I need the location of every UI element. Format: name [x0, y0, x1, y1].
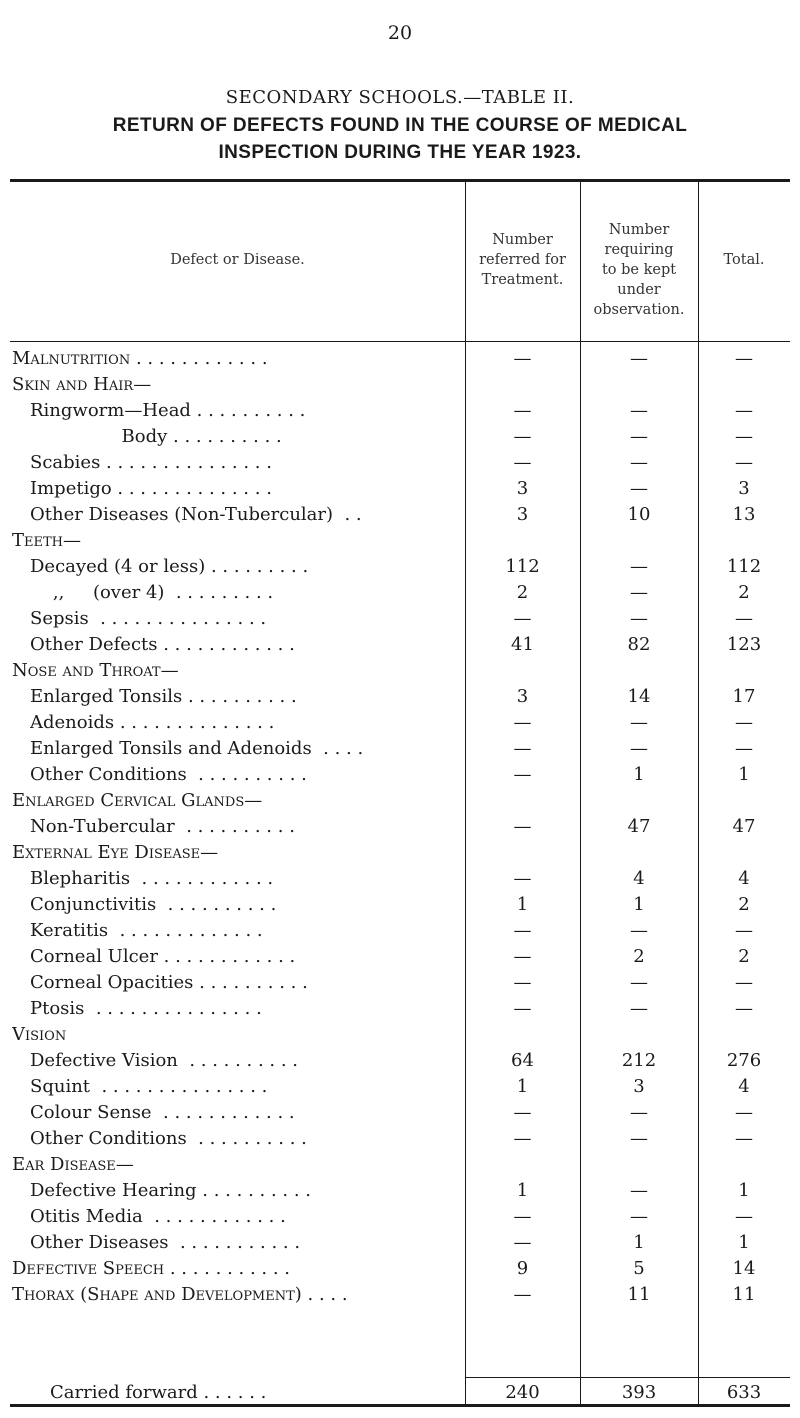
- cell-observation: —: [630, 998, 648, 1019]
- cell-referred: —: [513, 1206, 532, 1227]
- header-defect: Defect or Disease.: [170, 252, 305, 268]
- cell-referred: —: [513, 1232, 532, 1253]
- category-row: [0, 372, 800, 398]
- cell-total: —: [735, 972, 753, 993]
- table-row: [0, 684, 800, 710]
- cell-observation: —: [630, 1180, 648, 1201]
- cell-referred: —: [513, 816, 532, 837]
- carried-forward-row: [0, 1380, 800, 1406]
- page-number: 20: [387, 22, 413, 44]
- cell-referred: —: [513, 1284, 532, 1305]
- row-label: Defective Vision . . . . . . . . . .: [30, 1050, 299, 1071]
- cell-observation: —: [630, 400, 648, 421]
- row-label: Nose and Throat—: [12, 660, 179, 681]
- cell-observation: 10: [627, 504, 651, 525]
- category-row: [0, 658, 800, 684]
- header-referred: [465, 230, 580, 290]
- cell-total: —: [735, 400, 753, 421]
- table-row: [0, 762, 800, 788]
- row-label: Corneal Ulcer . . . . . . . . . . . .: [30, 946, 296, 967]
- header-observation-line: Number: [608, 222, 670, 238]
- table-row: [0, 1100, 800, 1126]
- table-row: [0, 918, 800, 944]
- cell-total: —: [735, 1102, 753, 1123]
- table-title-line-2: INSPECTION DURING THE YEAR 1923.: [218, 142, 582, 163]
- cell-referred: —: [513, 426, 532, 447]
- cell-observation: 1: [633, 1232, 645, 1253]
- cell-total: —: [735, 738, 753, 759]
- cell-observation: —: [630, 582, 648, 603]
- cell-total: 2: [738, 946, 750, 967]
- cell-referred: —: [513, 1102, 532, 1123]
- header-observation-line: observation.: [593, 302, 685, 318]
- table-row: [0, 1178, 800, 1204]
- cell-observation: 1: [633, 764, 645, 785]
- cell-observation: 14: [627, 686, 651, 707]
- category-row: [0, 1152, 800, 1178]
- row-label: Ringworm—Head . . . . . . . . . .: [30, 400, 306, 421]
- row-label: Colour Sense . . . . . . . . . . . .: [30, 1102, 295, 1123]
- cell-total: 17: [732, 686, 756, 707]
- carried-forward-label: Carried forward . . . . . .: [50, 1382, 267, 1403]
- category-row: [0, 528, 800, 554]
- cell-observation: 47: [627, 816, 651, 837]
- table-row: [0, 450, 800, 476]
- table-row: [0, 1074, 800, 1100]
- cell-total: 47: [732, 816, 756, 837]
- table-row: [0, 710, 800, 736]
- cell-referred: 64: [511, 1050, 534, 1071]
- cell-total: 4: [738, 868, 750, 889]
- table-row: [0, 1048, 800, 1074]
- row-label: Defective Hearing . . . . . . . . . .: [30, 1180, 312, 1201]
- cell-total: —: [735, 348, 753, 369]
- header-observation: [580, 220, 698, 320]
- cell-referred: —: [513, 1128, 532, 1149]
- row-label: Other Diseases . . . . . . . . . . .: [30, 1232, 301, 1253]
- cell-observation: —: [630, 1102, 648, 1123]
- table-row: [0, 944, 800, 970]
- cell-total: —: [735, 998, 753, 1019]
- table-row: [0, 1230, 800, 1256]
- row-label: Conjunctivitis . . . . . . . . . .: [30, 894, 277, 915]
- cell-total: 123: [726, 634, 762, 655]
- cell-referred: —: [513, 764, 532, 785]
- cell-referred: 9: [516, 1258, 529, 1279]
- cell-total: —: [735, 426, 753, 447]
- row-label: Other Defects . . . . . . . . . . . .: [30, 634, 295, 655]
- cell-observation: 4: [633, 868, 645, 889]
- table-row: [0, 892, 800, 918]
- row-label: Other Conditions . . . . . . . . . .: [30, 1128, 307, 1149]
- row-label: Body . . . . . . . . . .: [30, 426, 282, 447]
- cell-observation: —: [630, 972, 648, 993]
- cell-referred: 1: [516, 1180, 529, 1201]
- row-label: Adenoids . . . . . . . . . . . . . .: [30, 712, 275, 733]
- cell-total: 14: [732, 1258, 756, 1279]
- cell-total: 2: [738, 894, 750, 915]
- row-label: Corneal Opacities . . . . . . . . . .: [30, 972, 308, 993]
- cell-total: —: [735, 920, 753, 941]
- table-row: [0, 424, 800, 450]
- header-total: Total.: [723, 252, 765, 268]
- cell-total: —: [735, 608, 753, 629]
- cell-observation: —: [630, 556, 648, 577]
- table-top-rule: [10, 179, 790, 182]
- cell-observation: —: [630, 1206, 648, 1227]
- category-row: [0, 1256, 800, 1282]
- header-rule: [10, 341, 790, 342]
- cell-observation: —: [630, 426, 648, 447]
- row-label: Scabies . . . . . . . . . . . . . . .: [30, 452, 272, 473]
- cell-observation: —: [630, 348, 648, 369]
- cell-referred: 3: [516, 686, 529, 707]
- table-row: [0, 632, 800, 658]
- cell-total: 1: [738, 1232, 750, 1253]
- category-row: [0, 840, 800, 866]
- row-label: External Eye Disease—: [12, 842, 219, 863]
- cell-referred: —: [513, 608, 532, 629]
- cell-referred: 1: [516, 1076, 529, 1097]
- cell-referred: 3: [516, 504, 529, 525]
- table-row: [0, 606, 800, 632]
- row-label: Blepharitis . . . . . . . . . . . .: [30, 868, 274, 889]
- table-row: [0, 970, 800, 996]
- cell-observation: 1: [633, 894, 645, 915]
- cell-referred: —: [513, 920, 532, 941]
- row-label: Impetigo . . . . . . . . . . . . . .: [30, 478, 272, 499]
- cell-referred: —: [513, 946, 532, 967]
- row-label: Ear Disease—: [12, 1154, 134, 1175]
- cell-observation: —: [630, 738, 648, 759]
- table-row: [0, 1126, 800, 1152]
- row-label: Vision: [12, 1024, 67, 1045]
- header-observation-line: under: [617, 282, 661, 298]
- row-label: Defective Speech . . . . . . . . . . .: [12, 1258, 291, 1279]
- cell-observation: —: [630, 712, 648, 733]
- row-label: Malnutrition . . . . . . . . . . . .: [12, 348, 268, 369]
- cell-referred: —: [513, 712, 532, 733]
- cell-referred: 41: [511, 634, 534, 655]
- table-title-line-1: RETURN OF DEFECTS FOUND IN THE COURSE OF MEDICAL: [112, 115, 688, 136]
- table-row: [0, 1204, 800, 1230]
- table-subtitle: SECONDARY SCHOOLS.—TABLE II.: [225, 87, 575, 108]
- table-row: [0, 398, 800, 424]
- cell-observation: 11: [627, 1284, 651, 1305]
- row-label: Keratitis . . . . . . . . . . . . .: [30, 920, 263, 941]
- row-label: Otitis Media . . . . . . . . . . . .: [30, 1206, 286, 1227]
- header-observation-line: to be kept: [601, 262, 677, 278]
- cell-observation: —: [630, 920, 648, 941]
- cell-total: —: [735, 1206, 753, 1227]
- cell-referred: 1: [516, 894, 529, 915]
- header-referred-line: referred for: [479, 252, 566, 268]
- row-label: Enlarged Cervical Glands—: [12, 790, 263, 811]
- category-row: [0, 788, 800, 814]
- row-label: Other Diseases (Non-Tubercular) . .: [30, 504, 362, 525]
- row-label: Non-Tubercular . . . . . . . . . .: [30, 816, 295, 837]
- table-row: [0, 554, 800, 580]
- row-label: Other Conditions . . . . . . . . . .: [30, 764, 307, 785]
- table-row: [0, 502, 800, 528]
- cell-referred: 112: [505, 556, 540, 577]
- cell-observation: —: [630, 608, 648, 629]
- row-label: Thorax (Shape and Development) . . . .: [12, 1284, 348, 1305]
- cell-total: —: [735, 712, 753, 733]
- row-label: Enlarged Tonsils . . . . . . . . . .: [30, 686, 297, 707]
- cell-total: 11: [732, 1284, 756, 1305]
- header-referred-line: Number: [492, 232, 553, 248]
- cell-total: 1: [738, 1180, 750, 1201]
- category-row: [0, 1282, 800, 1308]
- cell-referred: —: [513, 972, 532, 993]
- cell-observation: —: [630, 478, 648, 499]
- cell-total: 3: [738, 478, 750, 499]
- cell-referred: —: [513, 400, 532, 421]
- cell-referred: —: [513, 738, 532, 759]
- table-row: [0, 476, 800, 502]
- row-label: Teeth—: [12, 530, 81, 551]
- cell-total: 112: [726, 556, 762, 577]
- row-label: Enlarged Tonsils and Adenoids . . . .: [30, 738, 364, 759]
- category-row: [0, 1022, 800, 1048]
- cell-referred: —: [513, 348, 532, 369]
- carried-forward-total: 633: [726, 1382, 762, 1403]
- table-row: [0, 996, 800, 1022]
- row-label: Squint . . . . . . . . . . . . . . .: [30, 1076, 268, 1097]
- table-row: [0, 866, 800, 892]
- cell-observation: 82: [627, 634, 651, 655]
- row-label: Skin and Hair—: [12, 374, 152, 395]
- cell-total: 1: [738, 764, 750, 785]
- carried-forward-rule: [465, 1377, 790, 1378]
- cell-referred: —: [513, 868, 532, 889]
- cell-referred: —: [513, 452, 532, 473]
- row-label: Decayed (4 or less) . . . . . . . . .: [30, 556, 309, 577]
- cell-observation: —: [630, 1128, 648, 1149]
- header-observation-line: requiring: [604, 242, 674, 258]
- cell-observation: 5: [633, 1258, 645, 1279]
- cell-observation: 3: [633, 1076, 645, 1097]
- row-label: Sepsis . . . . . . . . . . . . . . .: [30, 608, 267, 629]
- category-row: [0, 346, 800, 372]
- row-label: Ptosis . . . . . . . . . . . . . . .: [30, 998, 262, 1019]
- cell-total: 4: [738, 1076, 750, 1097]
- cell-total: 276: [726, 1050, 762, 1071]
- cell-observation: 212: [621, 1050, 657, 1071]
- cell-total: 13: [732, 504, 756, 525]
- table-row: [0, 814, 800, 840]
- header-referred-line: Treatment.: [481, 272, 564, 288]
- cell-total: —: [735, 452, 753, 473]
- cell-referred: 2: [516, 582, 529, 603]
- cell-total: 2: [738, 582, 750, 603]
- cell-referred: —: [513, 998, 532, 1019]
- table-row: [0, 580, 800, 606]
- cell-referred: 3: [516, 478, 529, 499]
- row-label: ,, (over 4) . . . . . . . . .: [30, 582, 274, 603]
- carried-forward-referred: 240: [505, 1382, 540, 1403]
- table-row: [0, 736, 800, 762]
- carried-forward-observation: 393: [621, 1382, 657, 1403]
- cell-observation: —: [630, 452, 648, 473]
- cell-observation: 2: [633, 946, 645, 967]
- cell-total: —: [735, 1128, 753, 1149]
- table-bottom-rule: [10, 1404, 790, 1407]
